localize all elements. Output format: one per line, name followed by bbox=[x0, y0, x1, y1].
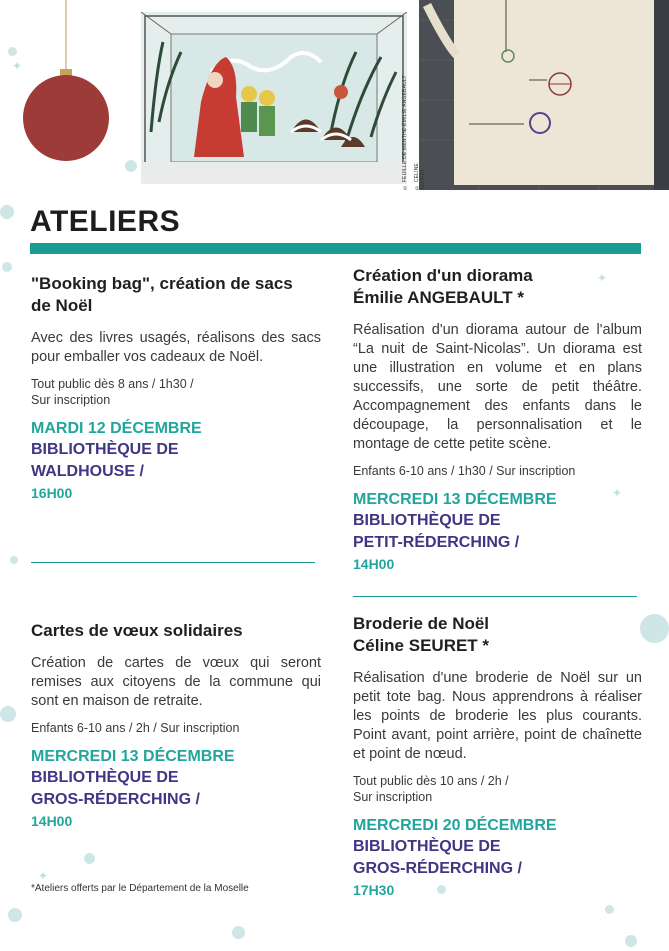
workshop-place: GROS-RÉDERCHING / bbox=[31, 791, 200, 808]
workshop-time: 14H00 bbox=[31, 813, 73, 829]
snow-star: ✦ bbox=[597, 271, 608, 285]
workshop-title bbox=[31, 273, 321, 317]
workshop-place: BIBLIOTHÈQUE DE bbox=[353, 838, 501, 855]
workshop-time: 17H30 bbox=[353, 882, 395, 898]
workshop-title-line: Broderie de Noël bbox=[353, 614, 490, 633]
workshop-title-line: Création d'un diorama bbox=[353, 266, 533, 285]
workshop-title-line: de Noël bbox=[31, 296, 93, 315]
workshop-date: MERCREDI 13 DÉCEMBRE bbox=[31, 748, 235, 765]
workshop-meta: Enfants 6-10 ans / 1h30 / Sur inscription bbox=[353, 464, 576, 478]
section-divider bbox=[31, 562, 315, 563]
diorama-illustration-icon bbox=[141, 12, 407, 184]
workshop-card bbox=[31, 620, 321, 831]
workshop-meta: Enfants 6-10 ans / 2h / Sur inscription bbox=[31, 721, 240, 735]
workshop-place: WALDHOUSE / bbox=[31, 463, 144, 480]
workshop-place: BIBLIOTHÈQUE DE bbox=[31, 769, 179, 786]
workshop-description: Réalisation d'un diorama autour de l'album “La nuit de Saint-Nicolas”. Un diorama est une illustration en volume et en plans successifs, une sorte de petit théâtre. Accompagnement des enfants dans le découpage, la personnalisation et le montage de cette petite scène. bbox=[353, 322, 642, 452]
workshop-title: Cartes de vœux solidaires bbox=[31, 621, 243, 640]
workshop-meta bbox=[31, 376, 321, 408]
workshop-place: BIBLIOTHÈQUE DE bbox=[31, 441, 179, 458]
workshop-time: 16H00 bbox=[31, 485, 73, 501]
snow-dot bbox=[0, 706, 16, 722]
snow-star: ✦ bbox=[38, 869, 49, 883]
workshop-date: MERCREDI 13 DÉCEMBRE bbox=[353, 491, 557, 508]
snow-dot bbox=[640, 614, 669, 643]
workshop-meta bbox=[353, 773, 642, 805]
workshop-title bbox=[353, 613, 642, 657]
workshop-place: BIBLIOTHÈQUE DE bbox=[353, 512, 501, 529]
workshop-title-line: "Booking bag", création de sacs bbox=[31, 274, 293, 293]
workshop-title-line: Céline SEURET * bbox=[353, 636, 490, 655]
workshop-description: Création de cartes de vœux qui seront remises aux citoyens de la commune qui sont en maison de retraite. bbox=[31, 655, 321, 709]
workshop-place: PETIT-RÉDERCHING / bbox=[353, 534, 520, 551]
workshop-date: MERCREDI 20 DÉCEMBRE bbox=[353, 817, 557, 834]
tote-bag-photo-icon bbox=[419, 0, 669, 190]
page-title: ATELIERS bbox=[30, 205, 181, 238]
workshop-meta-line: Sur inscription bbox=[353, 790, 433, 804]
snow-dot bbox=[0, 205, 14, 219]
workshop-title-line: Émilie ANGEBAULT * bbox=[353, 288, 524, 307]
title-underline-bar bbox=[30, 243, 641, 254]
workshop-place: GROS-RÉDERCHING / bbox=[353, 860, 522, 877]
snow-dot bbox=[8, 47, 17, 56]
snow-dot bbox=[125, 160, 137, 172]
snow-dot bbox=[232, 926, 245, 939]
tote-bag-photo bbox=[419, 0, 669, 190]
workshop-card bbox=[353, 265, 642, 574]
snow-dot bbox=[8, 908, 22, 922]
snow-dot bbox=[605, 905, 614, 914]
snow-dot bbox=[10, 556, 18, 564]
christmas-bauble-icon bbox=[20, 0, 120, 170]
snow-star: ✦ bbox=[612, 486, 623, 500]
workshop-title bbox=[353, 265, 642, 309]
section-divider bbox=[353, 596, 637, 597]
workshop-card bbox=[353, 613, 642, 900]
photo-credit: © FEUILLE DE MENTHE-ÉMILIE ANGEBAULT bbox=[402, 75, 408, 190]
workshop-meta-line: Tout public dès 8 ans / 1h30 / bbox=[31, 377, 194, 391]
workshop-meta-line: Sur inscription bbox=[31, 393, 111, 407]
photo-credit: © CÉLINE SEURET bbox=[414, 162, 426, 190]
footnote: *Ateliers offerts par le Département de la Moselle bbox=[31, 883, 249, 894]
workshop-description: Réalisation d'une broderie de Noël sur un petit tote bag. Nous apprendrons à réaliser les points de broderie les plus courants. Point avant, point arrière, point de chaînette et point de nœud. bbox=[353, 670, 642, 762]
workshop-date: MARDI 12 DÉCEMBRE bbox=[31, 420, 202, 437]
snow-dot bbox=[625, 935, 637, 947]
workshop-meta-line: Tout public dès 10 ans / 2h / bbox=[353, 774, 509, 788]
workshop-description: Avec des livres usagés, réalisons des sacs pour emballer vos cadeaux de Noël. bbox=[31, 330, 321, 365]
diorama-illustration bbox=[141, 12, 407, 184]
workshop-time: 14H00 bbox=[353, 556, 395, 572]
snow-dot bbox=[2, 262, 12, 272]
workshop-card bbox=[31, 273, 321, 503]
snow-star: ✦ bbox=[12, 59, 23, 73]
snow-dot bbox=[84, 853, 95, 864]
